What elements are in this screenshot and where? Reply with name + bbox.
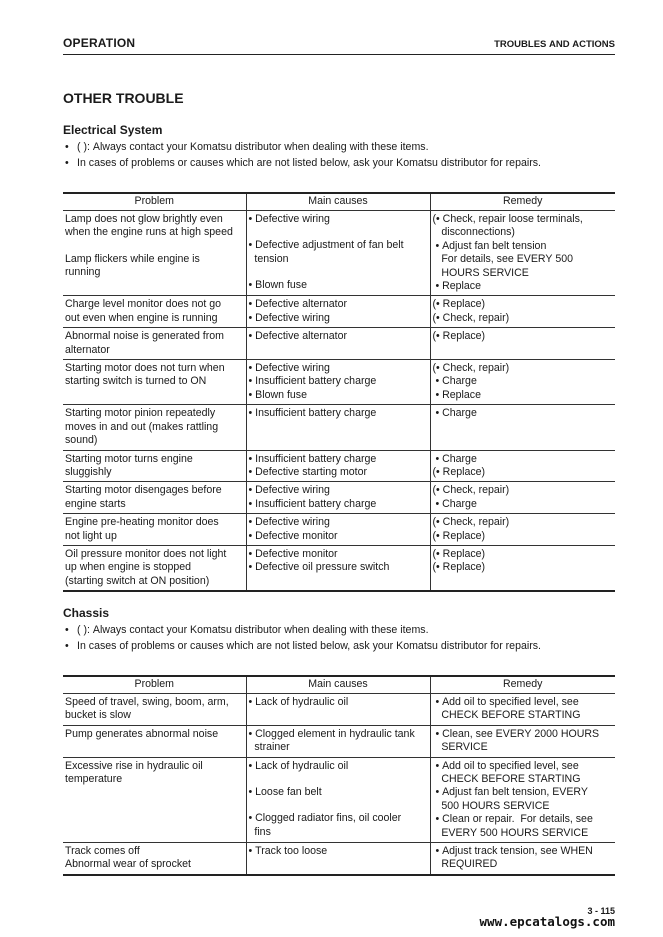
cell-problem bbox=[63, 545, 246, 591]
cell-line: Engine pre-heating monitor does bbox=[65, 516, 219, 529]
cell-causes bbox=[246, 296, 430, 328]
cell-line: Pump generates abnormal noise bbox=[65, 727, 219, 740]
cell-problem bbox=[63, 725, 246, 757]
table-row bbox=[63, 328, 615, 360]
cell-line: (• Replace) bbox=[432, 561, 486, 574]
cell-problem bbox=[63, 211, 246, 296]
cell-line: Starting motor pinion repeatedly bbox=[65, 407, 216, 420]
cell-line: REQUIRED bbox=[432, 858, 498, 871]
cell-line: (starting switch at ON position) bbox=[65, 574, 210, 587]
chassis-section-title: Chassis bbox=[63, 606, 110, 620]
cell-line: HOURS SERVICE bbox=[432, 266, 529, 279]
cell-line: • Insufficient battery charge bbox=[248, 407, 377, 420]
cell-line: • Defective starting motor bbox=[248, 465, 368, 478]
electrical-trouble-table bbox=[63, 192, 615, 592]
electrical-section-title: Electrical System bbox=[63, 123, 163, 137]
table-row bbox=[63, 514, 615, 546]
cell-line: Starting motor turns engine bbox=[65, 452, 193, 465]
cell-problem bbox=[63, 450, 246, 482]
cell-problem bbox=[63, 360, 246, 405]
table-row bbox=[63, 725, 615, 757]
electrical-note-text: ( ): Always contact your Komatsu distributor when dealing with these items. bbox=[77, 141, 429, 153]
bullet-icon: • bbox=[65, 640, 69, 652]
table-row bbox=[63, 545, 615, 591]
section-header: OPERATION bbox=[63, 36, 136, 50]
cell-line: Excessive rise in hydraulic oil bbox=[65, 759, 203, 772]
cell-line: Track comes off bbox=[65, 845, 140, 858]
cell-line: • Clogged radiator fins, oil cooler bbox=[248, 812, 402, 825]
cell-line: fins bbox=[248, 825, 271, 838]
cell-problem bbox=[63, 328, 246, 360]
cell-remedy bbox=[430, 757, 615, 842]
line-gap bbox=[249, 799, 428, 812]
cell-remedy bbox=[430, 482, 615, 514]
cell-line: • Defective alternator bbox=[248, 330, 348, 343]
cell-line: • Lack of hydraulic oil bbox=[248, 696, 349, 708]
cell-remedy bbox=[430, 450, 615, 482]
cell-line: SERVICE bbox=[432, 741, 488, 754]
cell-problem bbox=[63, 843, 246, 875]
cell-line: moves in and out (makes rattling bbox=[65, 420, 219, 433]
column-header-causes: Main causes bbox=[246, 676, 430, 694]
cell-causes bbox=[246, 482, 430, 514]
table-row bbox=[63, 296, 615, 328]
cell-line: Abnormal noise is generated from bbox=[65, 330, 224, 343]
cell-line: • Charge bbox=[432, 452, 477, 465]
electrical-note bbox=[63, 155, 615, 171]
watermark: www.epcatalogs.com bbox=[479, 914, 615, 929]
cell-line: • Charge bbox=[432, 497, 477, 510]
table-row bbox=[63, 450, 615, 482]
electrical-section-intro bbox=[63, 123, 615, 171]
cell-line: • Clean, see EVERY 2000 HOURS bbox=[432, 727, 600, 740]
cell-line: sound) bbox=[65, 434, 98, 447]
cell-line: • Defective oil pressure switch bbox=[248, 561, 390, 574]
cell-line: (• Check, repair) bbox=[432, 484, 510, 497]
cell-line: • Blown fuse bbox=[248, 279, 307, 292]
cell-line: • Add oil to specified level, see bbox=[432, 696, 579, 708]
cell-line: • Defective alternator bbox=[248, 298, 348, 311]
cell-remedy bbox=[430, 211, 615, 296]
table-row bbox=[63, 211, 615, 296]
cell-line: • Insufficient battery charge bbox=[248, 497, 377, 510]
line-gap bbox=[249, 773, 428, 786]
cell-problem bbox=[63, 694, 246, 726]
cell-line: (• Check, repair loose terminals, bbox=[432, 213, 583, 225]
cell-causes bbox=[246, 360, 430, 405]
cell-line: • Insufficient battery charge bbox=[248, 375, 377, 388]
line-gap bbox=[65, 240, 244, 253]
cell-problem bbox=[63, 482, 246, 514]
cell-line: • Clean or repair. For details, see bbox=[432, 813, 593, 826]
cell-line: • Adjust fan belt tension bbox=[432, 239, 547, 252]
cell-line: • Blown fuse bbox=[248, 388, 307, 401]
table-row bbox=[63, 405, 615, 450]
cell-line: CHECK BEFORE STARTING bbox=[432, 709, 581, 722]
cell-line: engine starts bbox=[65, 497, 126, 510]
column-header-remedy: Remedy bbox=[430, 193, 615, 211]
cell-line: • Defective wiring bbox=[248, 213, 330, 225]
cell-line: For details, see EVERY 500 bbox=[432, 253, 574, 266]
table-header-row bbox=[63, 676, 615, 694]
cell-line: starting switch is turned to ON bbox=[65, 375, 207, 388]
cell-line: • Lack of hydraulic oil bbox=[248, 759, 349, 772]
cell-causes bbox=[246, 725, 430, 757]
cell-line: • Defective wiring bbox=[248, 516, 330, 529]
cell-causes bbox=[246, 405, 430, 450]
page-number: 3 - 115 bbox=[587, 906, 615, 916]
cell-causes bbox=[246, 694, 430, 726]
cell-line: • Defective monitor bbox=[248, 547, 338, 560]
cell-line: • Replace bbox=[432, 388, 481, 401]
line-gap bbox=[249, 266, 428, 279]
table-row bbox=[63, 694, 615, 726]
table-header-row bbox=[63, 193, 615, 211]
cell-line: Starting motor disengages before bbox=[65, 484, 222, 497]
cell-line: Charge level monitor does not go bbox=[65, 298, 222, 311]
cell-remedy bbox=[430, 545, 615, 591]
chassis-note-text: In cases of problems or causes which are not listed below, ask your Komatsu distributor for repairs. bbox=[77, 640, 541, 652]
cell-causes bbox=[246, 545, 430, 591]
chassis-section-intro bbox=[63, 606, 615, 654]
cell-line: • Adjust track tension, see WHEN bbox=[432, 845, 593, 858]
bullet-icon: • bbox=[65, 624, 69, 636]
cell-line: (• Replace) bbox=[432, 330, 486, 343]
cell-causes bbox=[246, 843, 430, 875]
cell-line: up when engine is stopped bbox=[65, 561, 192, 574]
cell-causes bbox=[246, 211, 430, 296]
cell-line: (• Check, repair) bbox=[432, 311, 510, 324]
page-title: OTHER TROUBLE bbox=[63, 90, 184, 106]
cell-line: • Charge bbox=[432, 407, 477, 420]
cell-line: (• Replace) bbox=[432, 547, 486, 560]
cell-problem bbox=[63, 514, 246, 546]
chassis-note-text: ( ): Always contact your Komatsu distributor when dealing with these items. bbox=[77, 624, 429, 636]
cell-line: (• Replace) bbox=[432, 529, 486, 542]
column-header-remedy: Remedy bbox=[430, 676, 615, 694]
cell-line: out even when engine is running bbox=[65, 311, 218, 324]
bullet-icon: • bbox=[65, 141, 69, 153]
cell-line: • Defective wiring bbox=[248, 484, 330, 497]
cell-line: CHECK BEFORE STARTING bbox=[432, 773, 581, 786]
cell-line: Oil pressure monitor does not light bbox=[65, 547, 227, 560]
cell-remedy bbox=[430, 405, 615, 450]
cell-line: sluggishly bbox=[65, 465, 112, 478]
cell-causes bbox=[246, 757, 430, 842]
cell-line: (• Replace) bbox=[432, 465, 486, 478]
cell-line: Abnormal wear of sprocket bbox=[65, 858, 192, 871]
cell-remedy bbox=[430, 843, 615, 875]
cell-line: • Replace bbox=[432, 280, 481, 293]
cell-remedy bbox=[430, 514, 615, 546]
cell-line: 500 HOURS SERVICE bbox=[432, 799, 550, 812]
cell-line: • Clogged element in hydraulic tank bbox=[248, 727, 415, 740]
line-gap bbox=[249, 226, 428, 239]
table-row bbox=[63, 843, 615, 875]
cell-line: when the engine runs at high speed bbox=[65, 226, 233, 239]
cell-remedy bbox=[430, 360, 615, 405]
cell-line: strainer bbox=[248, 741, 290, 754]
table-row bbox=[63, 482, 615, 514]
cell-causes bbox=[246, 328, 430, 360]
cell-remedy bbox=[430, 296, 615, 328]
cell-line: • Add oil to specified level, see bbox=[432, 759, 579, 772]
cell-line: running bbox=[65, 266, 101, 279]
cell-remedy bbox=[430, 725, 615, 757]
table-row bbox=[63, 757, 615, 842]
cell-line: • Adjust fan belt tension, EVERY bbox=[432, 786, 588, 799]
cell-line: • Defective wiring bbox=[248, 311, 330, 324]
cell-line: (• Replace) bbox=[432, 298, 486, 311]
electrical-note-text: In cases of problems or causes which are not listed below, ask your Komatsu distributor for repairs. bbox=[77, 157, 541, 169]
cell-line: alternator bbox=[65, 343, 110, 356]
cell-line: disconnections) bbox=[432, 226, 515, 239]
cell-line: • Defective adjustment of fan belt bbox=[248, 239, 404, 252]
cell-problem bbox=[63, 405, 246, 450]
bullet-icon: • bbox=[65, 157, 69, 169]
cell-line: tension bbox=[248, 252, 289, 265]
cell-line: (• Check, repair) bbox=[432, 516, 510, 529]
cell-line: temperature bbox=[65, 773, 123, 786]
header-rule bbox=[63, 54, 615, 55]
chassis-trouble-table bbox=[63, 675, 615, 876]
cell-line: • Loose fan belt bbox=[248, 786, 322, 799]
cell-line: bucket is slow bbox=[65, 709, 131, 722]
cell-causes bbox=[246, 450, 430, 482]
cell-line: EVERY 500 HOURS SERVICE bbox=[432, 826, 589, 839]
column-header-problem: Problem bbox=[63, 676, 246, 694]
cell-line: Speed of travel, swing, boom, arm, bbox=[65, 696, 229, 708]
cell-line: (• Check, repair) bbox=[432, 362, 510, 375]
chassis-note bbox=[63, 638, 615, 654]
cell-line: • Defective monitor bbox=[248, 529, 338, 542]
cell-causes bbox=[246, 514, 430, 546]
cell-problem bbox=[63, 296, 246, 328]
column-header-causes: Main causes bbox=[246, 193, 430, 211]
cell-line: • Insufficient battery charge bbox=[248, 452, 377, 465]
electrical-note bbox=[63, 139, 615, 155]
cell-line: Starting motor does not turn when bbox=[65, 362, 225, 375]
cell-remedy bbox=[430, 694, 615, 726]
column-header-problem: Problem bbox=[63, 193, 246, 211]
cell-line: • Track too loose bbox=[248, 845, 328, 858]
cell-remedy bbox=[430, 328, 615, 360]
cell-line: • Defective wiring bbox=[248, 362, 330, 375]
chassis-note bbox=[63, 622, 615, 638]
cell-line: Lamp flickers while engine is bbox=[65, 252, 200, 265]
table-row bbox=[63, 360, 615, 405]
cell-line: • Charge bbox=[432, 375, 477, 388]
cell-line: Lamp does not glow brightly even bbox=[65, 213, 223, 225]
cell-problem bbox=[63, 757, 246, 842]
subsection-header: TROUBLES AND ACTIONS bbox=[494, 39, 615, 50]
cell-line: not light up bbox=[65, 529, 117, 542]
